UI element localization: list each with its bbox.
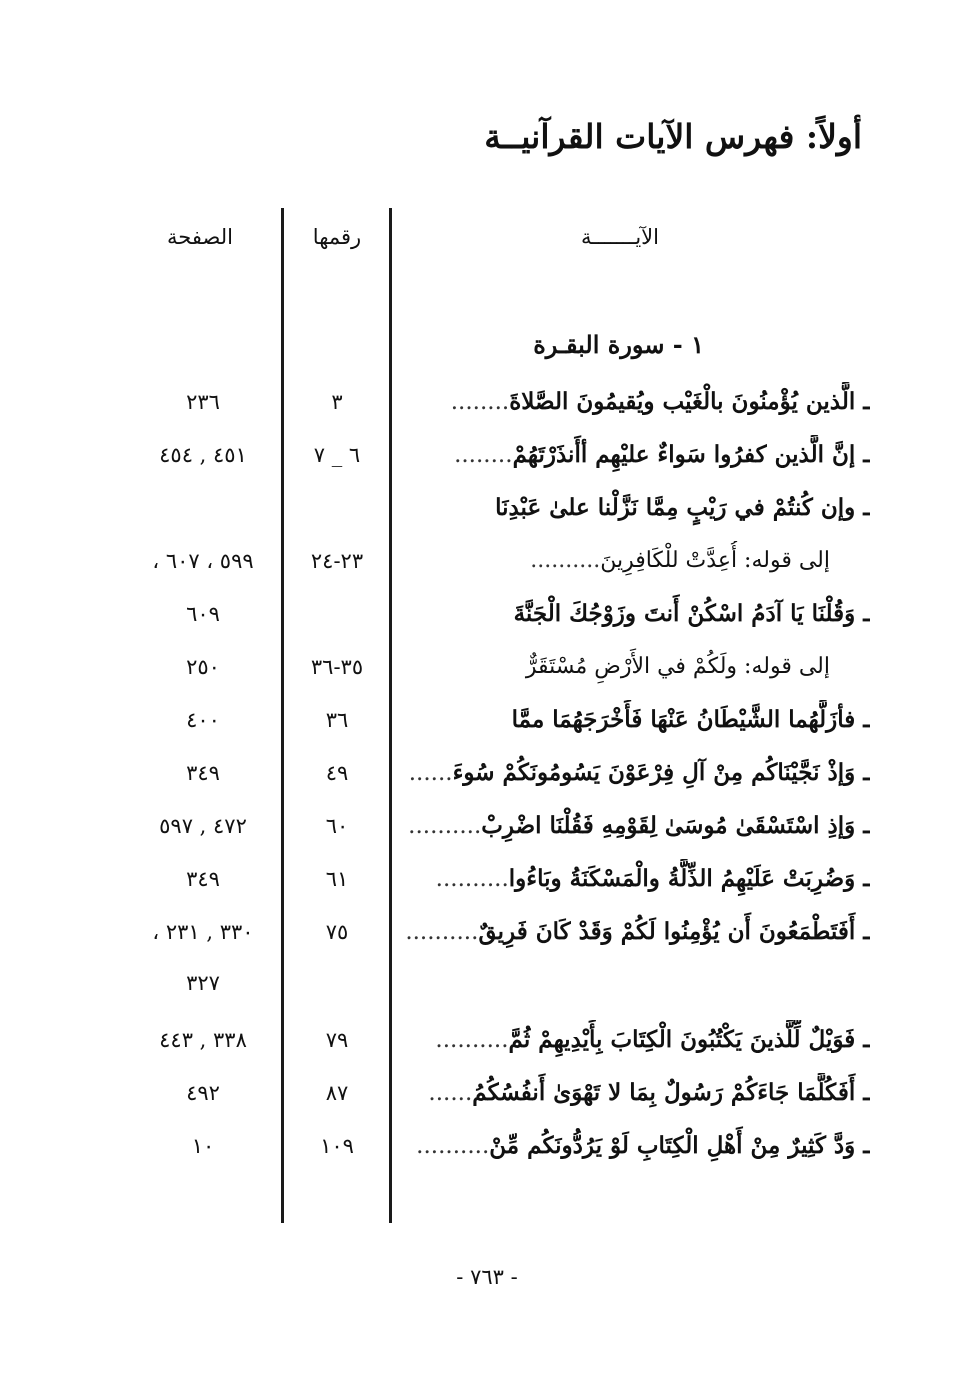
- column-header-page: الصفحة: [167, 225, 233, 249]
- ayah-cell: [400, 912, 870, 952]
- leader-dots: ........: [450, 389, 510, 415]
- ayah-number: [292, 488, 382, 528]
- ayah-text: ـ وَقُلْنَا يَا آدَمُ اسْكُنْ أَنتَ وزَوْجُكَ الْجَنَّةَ: [513, 600, 870, 627]
- page-reference: ٣٤٩: [186, 867, 220, 891]
- surah-heading: ١ - سورة البقـرة: [533, 330, 704, 359]
- ayah-number: ٢٣-٢٤: [310, 549, 364, 573]
- table-row: [0, 963, 954, 1003]
- ayah-cell: [400, 594, 870, 634]
- table-row: [0, 912, 954, 952]
- table-row: [0, 435, 954, 475]
- page-reference: ٤٥١ , ٤٥٤: [159, 443, 247, 467]
- page-reference: ٢٣٦: [186, 390, 220, 414]
- leader-dots: ..........: [408, 813, 482, 839]
- ayah-cell: [400, 647, 830, 687]
- ayah-number: [292, 963, 382, 1003]
- leader-dots: ..........: [530, 548, 601, 573]
- ayah-text: ـ وإن كُنتُمْ في رَيْبٍ مِمَّا نَزَّلْنا علىٰ عَبْدِنَا: [495, 494, 870, 521]
- ayah-number: [292, 594, 382, 634]
- table-row: [0, 541, 954, 581]
- page-reference: ٥٩٩ ، ٦٠٧ ،: [152, 549, 254, 573]
- table-row: [0, 806, 954, 846]
- table-row: [0, 700, 954, 740]
- leader-dots: ........: [454, 442, 513, 468]
- column-header-number: رقمها: [312, 225, 362, 249]
- ayah-text: ـ وَدَّ كَثِيرٌ مِنْ أَهْلِ الْكِتَابِ لَوْ يَرُدُّونَكُم مِّنْ: [489, 1132, 870, 1159]
- table-row: [0, 1073, 954, 1113]
- leader-dots: ..........: [405, 919, 479, 945]
- page-reference: [128, 488, 278, 528]
- ayah-text: ـ إنَّ الَّذين كفرُوا سَواءٌ عليْهِم أأَنذَرْتَهُمْ: [512, 441, 870, 468]
- ayah-text: إلى قوله: أُعِدَّتْ للْكَافِرِينَ: [600, 548, 830, 573]
- page-title: أولاً: فهرس الآيات القرآنيــة: [484, 117, 862, 156]
- ayah-cell: [400, 1073, 870, 1113]
- ayah-text: ـ وَإذِ اسْتَسْقَىٰ مُوسَىٰ لِقَوْمِهِ فَقُلْنَا اضْرِبْ: [481, 812, 870, 839]
- table-row: [0, 488, 954, 528]
- ayah-cell: [400, 859, 870, 899]
- ayah-text: ـ وَإذْ نَجَّيْنَاكُم مِنْ آلِ فِرْعَوْنَ يَسُومُونَكُمْ سُوءَ: [452, 759, 870, 786]
- ayah-number: ٤٩: [325, 761, 349, 785]
- ayah-number: ٧٥: [325, 920, 349, 944]
- table-row: [0, 647, 954, 687]
- table-row: [0, 1126, 954, 1166]
- ayah-number: ٣٦: [325, 708, 349, 732]
- ayah-cell: [400, 541, 830, 581]
- table-row: [0, 1020, 954, 1060]
- table-row: [0, 594, 954, 634]
- page-reference: ٣٤٩: [186, 761, 220, 785]
- ayah-number: ١٠٩: [320, 1134, 354, 1158]
- ayah-cell: [400, 753, 870, 793]
- ayah-cell: [400, 700, 870, 740]
- leader-dots: ..........: [435, 866, 509, 892]
- page-reference: ٣٢٧: [186, 971, 220, 995]
- leader-dots: ......: [408, 760, 453, 786]
- page-reference: ٣٣٨ , ٤٤٣: [159, 1028, 247, 1052]
- page-reference: ٣٣٠ , ٢٣١ ،: [152, 920, 254, 944]
- page-reference: ٤٩٢: [186, 1081, 220, 1105]
- leader-dots: ......: [428, 1080, 473, 1106]
- ayah-cell: [400, 1126, 870, 1166]
- ayah-text: ـ أَفَتَطْمَعُونَ أَن يُؤْمِنُوا لَكُمْ وَقَدْ كَانَ فَرِيقٌ: [478, 918, 870, 945]
- ayah-number: ٨٧: [325, 1081, 349, 1105]
- table-row: [0, 382, 954, 422]
- ayah-cell: [400, 488, 870, 528]
- ayah-number: ٣٥-٣٦: [310, 655, 364, 679]
- page-number: - ٧٦٣ -: [456, 1265, 518, 1289]
- leader-dots: ..........: [435, 1027, 509, 1053]
- leader-dots: ..........: [416, 1133, 490, 1159]
- ayah-cell: [400, 1020, 870, 1060]
- ayah-cell: [400, 382, 870, 422]
- ayah-text: ـ فَوَيْلٌ لِّلَّذينَ يَكْتُبُونَ الْكِتَابَ بِأَيْدِيهِمْ ثُمَّ: [508, 1026, 870, 1053]
- page-reference: ٤٠٠: [186, 708, 220, 732]
- ayah-cell: [400, 963, 870, 1003]
- ayah-number: ٧٩: [325, 1028, 349, 1052]
- ayah-number: ٦ _ ٧: [313, 443, 361, 467]
- ayah-text: ـ الَّذين يُؤْمنُونَ بالْغَيْب ويُقيمُونَ الصَّلاةَ: [509, 388, 870, 415]
- page-reference: ٢٥٠: [186, 655, 220, 679]
- ayah-text: ـ أَفَكُلَّمَا جَاءَكُمْ رَسُولٌ بِمَا لا تَهْوَىٰ أَنفُسُكُمُ: [472, 1079, 870, 1106]
- ayah-text: ـ فأزَلَّهُما الشَّيْطَانُ عَنْهَا فَأَخْرَجَهُمَا ممَّا: [511, 706, 870, 733]
- page-reference: ٦٠٩: [186, 602, 220, 626]
- ayah-text: إلى قوله: ولَكُمْ في الأَرْضِ مُسْتَقَرٌّ: [525, 654, 830, 679]
- table-row: [0, 753, 954, 793]
- column-header-ayah: الآيـــــــة: [581, 225, 659, 249]
- ayah-text: ـ وَضُرِبَتْ عَلَيْهِمُ الذِّلَّةُ والْمَسْكَنَةُ وبَاءُوا: [508, 865, 870, 892]
- page-reference: ١٠: [191, 1134, 215, 1158]
- table-row: [0, 859, 954, 899]
- ayah-cell: [400, 435, 870, 475]
- ayah-number: ٦٠: [325, 814, 349, 838]
- page-reference: ٤٧٢ , ٥٩٧: [159, 814, 247, 838]
- ayah-cell: [400, 806, 870, 846]
- ayah-number: ٣: [331, 390, 343, 414]
- ayah-number: ٦١: [325, 867, 349, 891]
